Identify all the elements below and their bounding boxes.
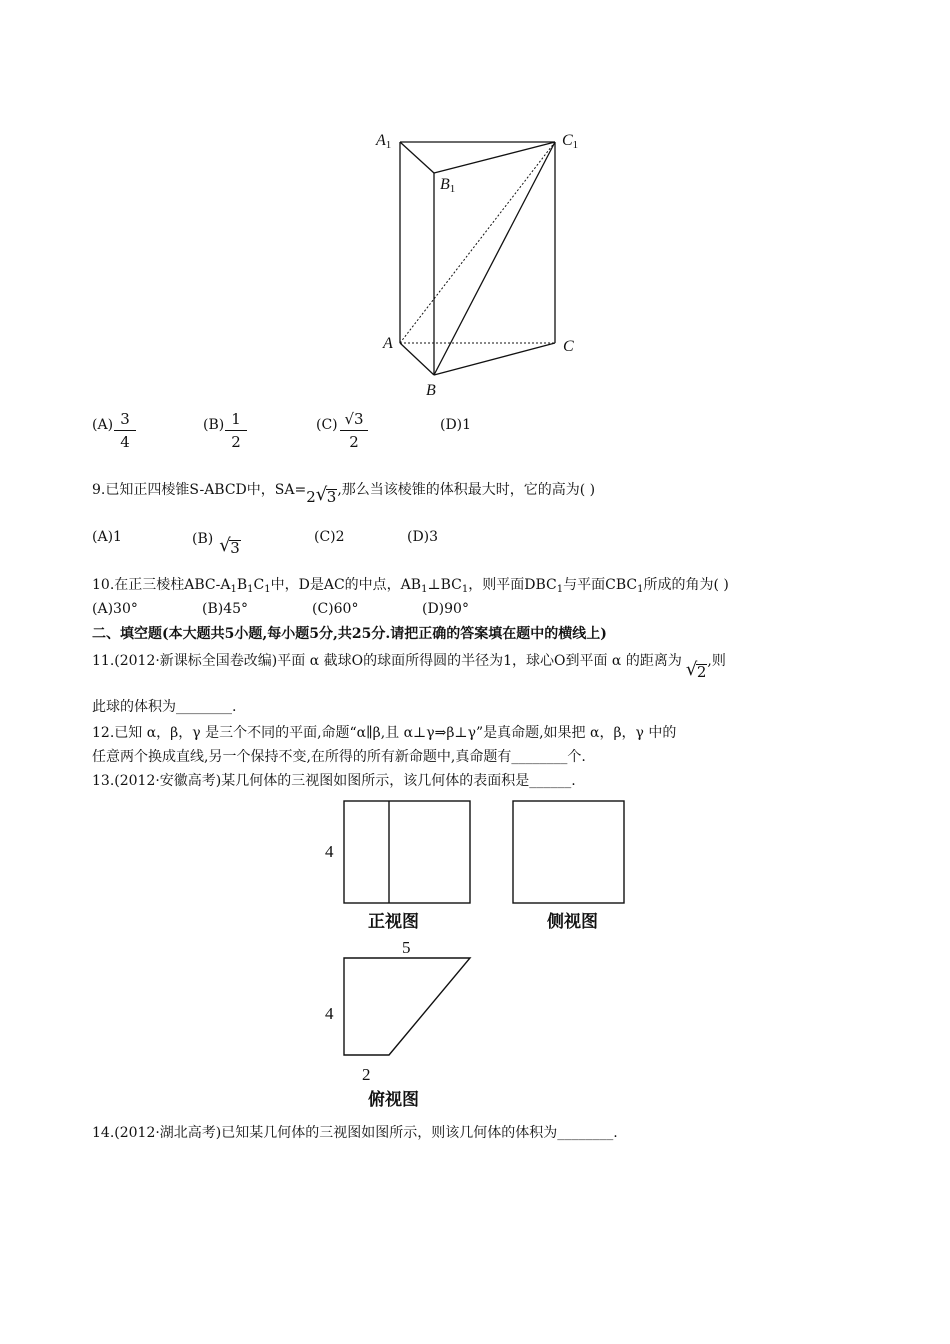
- q9-text-post: ,那么当该棱锥的体积最大时，它的高为( ): [337, 482, 596, 498]
- q9-option-a: (A)1: [92, 529, 122, 545]
- q8-b-denominator: 2: [231, 433, 241, 451]
- q9-b-label: (B): [192, 531, 214, 547]
- q9-sa-value: 2 √ 3: [306, 484, 337, 506]
- q8-d-value: 1: [462, 417, 472, 433]
- question-12-line1: 12.已知 α，β，γ 是三个不同的平面,命题“α∥β,且 α⊥γ⇒β⊥γ”是真命题,如果把 α，β，γ 中的: [92, 725, 677, 741]
- question-12-line2: 任意两个换成直线,另一个保持不变,在所得的所有新命题中,真命题有________个.: [92, 749, 586, 765]
- q8-a-numerator: 3: [120, 410, 130, 428]
- front-view: [344, 801, 470, 903]
- q10-option-a: (A)30°: [92, 601, 138, 617]
- q10-sub: 1: [637, 584, 644, 595]
- q8-option-a-label: (A): [92, 417, 114, 433]
- q9-option-c: (C)2: [314, 529, 345, 545]
- top-view-dim-left: 4: [325, 1004, 334, 1023]
- q11-root: 2: [696, 663, 707, 681]
- q10-sub: 1: [230, 584, 237, 595]
- top-view: [344, 958, 470, 1055]
- side-view: [513, 801, 624, 903]
- label-b: B: [426, 382, 436, 399]
- side-view-label: 侧视图: [547, 912, 598, 931]
- q11-sqrt: √ 2: [685, 659, 707, 681]
- q9-coef: 2: [306, 488, 316, 506]
- q10-sub: 1: [264, 584, 271, 595]
- q10-part1: 10.在正三棱柱ABC-A: [92, 577, 231, 593]
- q8-b-numerator: 1: [231, 410, 241, 428]
- q9-b-root: 3: [230, 539, 240, 557]
- q10-option-b: (B)45°: [202, 601, 249, 617]
- label-a: A: [383, 335, 393, 352]
- q10-sub: 1: [247, 584, 254, 595]
- q8-option-c-label: (C): [316, 417, 338, 433]
- q8-a-denominator: 4: [120, 433, 130, 451]
- label-b1: B1: [440, 176, 456, 195]
- q8-option-d: [440, 418, 471, 432]
- q10-sub: 1: [461, 584, 469, 595]
- q9-root: 3: [326, 488, 337, 506]
- q8-d-label: (D): [440, 417, 463, 433]
- section-2-title: 二、填空题(本大题共5小题,每小题5分,共25分.请把正确的答案填在题中的横线上): [92, 626, 607, 642]
- top-view-dim-top: 5: [402, 938, 411, 957]
- q9-text-pre: 9.已知正四棱锥S-ABCD中，SA=: [92, 482, 307, 498]
- q10-option-c: (C)60°: [312, 601, 359, 617]
- front-view-dim: 4: [325, 842, 334, 861]
- label-a1: A1: [376, 132, 392, 151]
- q8-c-denominator: 2: [349, 433, 359, 451]
- question-11-line2: 此球的体积为________.: [92, 699, 237, 715]
- question-13: 13.(2012·安徽高考)某几何体的三视图如图所示，该几何体的表面积是______.: [92, 773, 576, 789]
- top-view-label: 俯视图: [368, 1090, 419, 1109]
- front-view-label: 正视图: [368, 912, 419, 931]
- q8-c-numerator: √3: [344, 410, 364, 428]
- label-c1: C1: [562, 132, 579, 151]
- prism-figure: [370, 125, 600, 400]
- top-view-dim-bottom: 2: [362, 1065, 371, 1084]
- q10-sub: 1: [421, 584, 428, 595]
- q10-part5: ⊥BC: [427, 577, 462, 593]
- q10-option-d: (D)90°: [422, 601, 469, 617]
- q10-part4: 中，D是AC的中点，AB: [270, 577, 422, 593]
- q9-option-d: (D)3: [407, 529, 439, 545]
- q11-text: 11.(2012·新课标全国卷改编)平面 α 截球O的球面所得圆的半径为1，球心O到平面 α 的距离为: [92, 653, 682, 669]
- q8-option-b-fraction: [225, 412, 247, 450]
- q10-part7: 与平面CBC: [563, 577, 638, 593]
- label-c: C: [563, 338, 574, 355]
- question-14: 14.(2012·湖北高考)已知某几何体的三视图如图所示，则该几何体的体积为________.: [92, 1125, 618, 1141]
- q8-option-c-fraction: [340, 412, 368, 450]
- q10-part2: B: [236, 577, 248, 593]
- q8-option-a-fraction: [114, 412, 136, 450]
- q10-part6: ，则平面DBC: [468, 577, 557, 593]
- q11-tail: ,则: [707, 653, 726, 669]
- q10-sub: 1: [556, 584, 564, 595]
- q10-part8: 所成的角为( ): [643, 577, 729, 593]
- q9-option-b: (B) √ 3: [192, 531, 240, 557]
- q8-option-b-label: (B): [203, 417, 225, 433]
- question-10: [92, 578, 729, 595]
- q10-part3: C: [253, 577, 265, 593]
- question-11-line1: [92, 652, 726, 681]
- three-views-figure: [310, 795, 640, 1115]
- question-9: [92, 481, 596, 506]
